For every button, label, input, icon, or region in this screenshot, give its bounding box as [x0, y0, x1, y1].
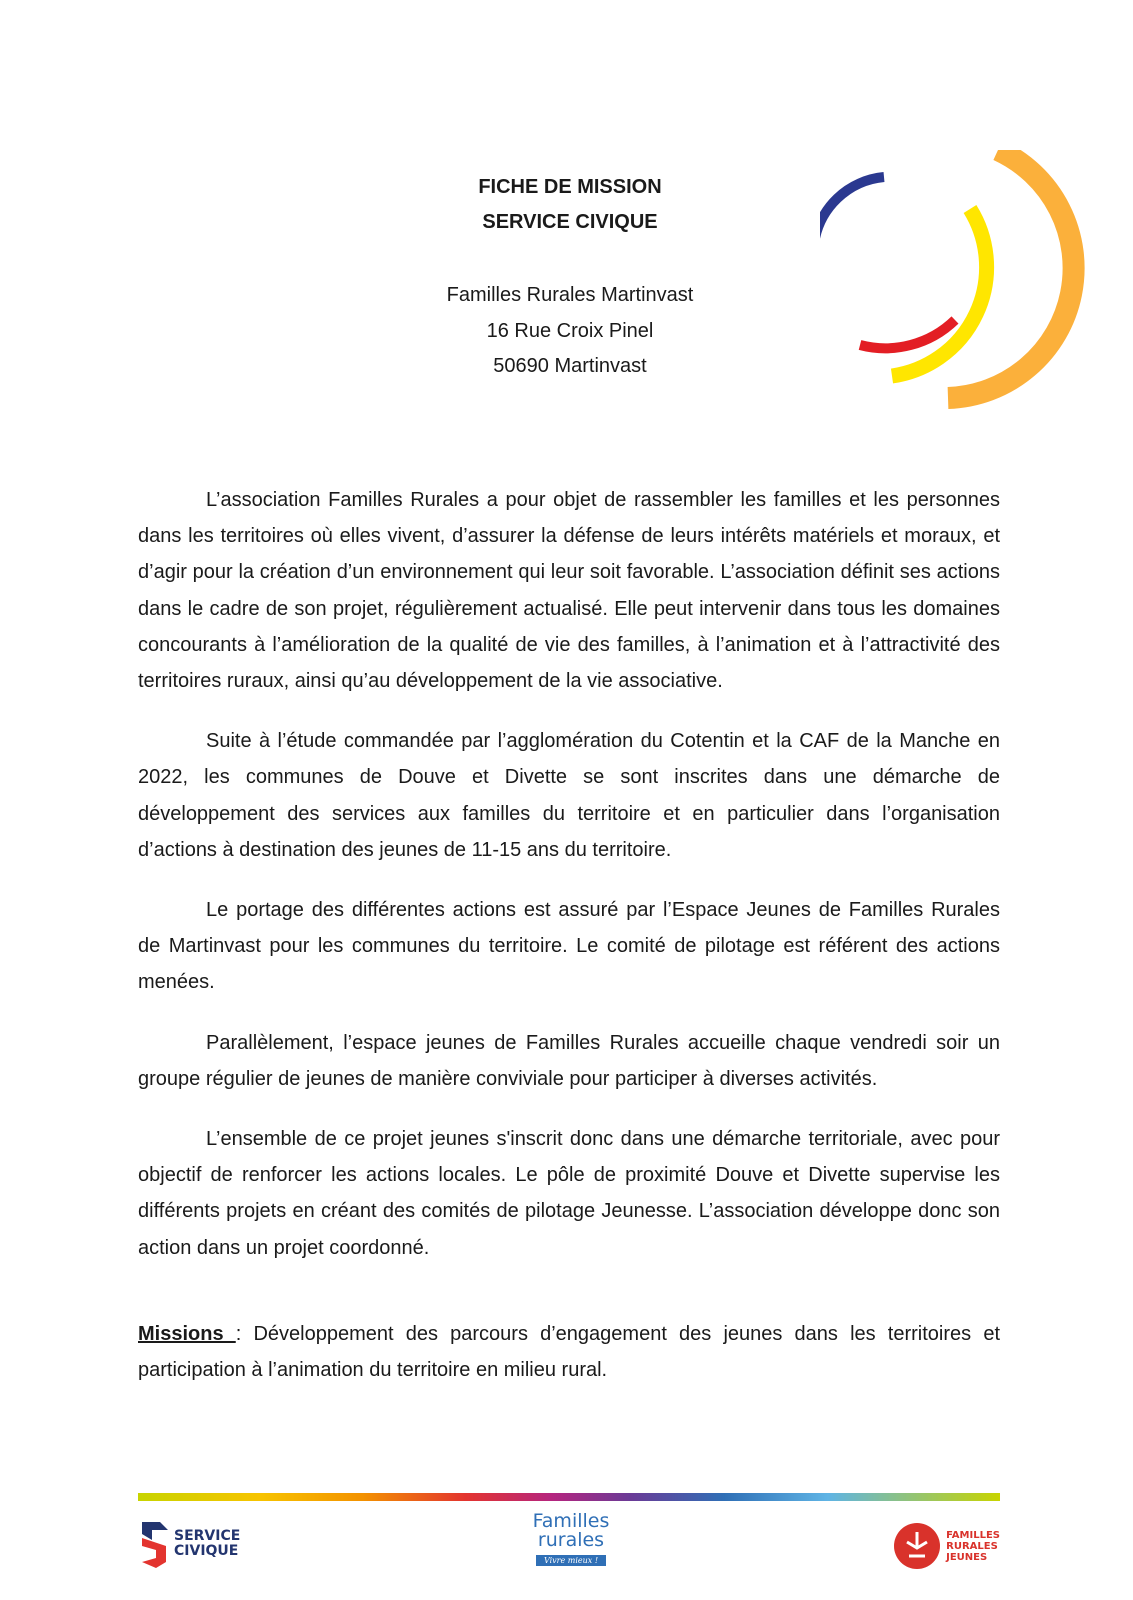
frj-line1: FAMILLES	[946, 1529, 1000, 1541]
paragraph-portage: Le portage des différentes actions est assuré par l’Espace Jeunes de Familles Rurales de Martinvast pour les communes du territoire. Le comité de pilotage est référent des actions menées.	[138, 899, 1000, 994]
service-civique-wordmark	[174, 1529, 240, 1559]
service-civique-line1: SERVICE	[174, 1528, 241, 1544]
missions-paragraph	[138, 1316, 1000, 1388]
missions-text: : Développement des parcours d’engagement des jeunes dans les territoires et participation à l’animation du territoire en milieu rural.	[138, 1322, 1000, 1382]
service-civique-emblem-icon	[138, 1518, 170, 1570]
arc-blue	[820, 177, 884, 244]
body-text	[138, 482, 1000, 1412]
arc-red	[860, 320, 955, 348]
familles-rurales-jeunes-logo	[893, 1522, 1000, 1570]
address-org: Familles Rurales Martinvast	[446, 284, 694, 306]
service-civique-logo	[138, 1518, 240, 1570]
title-line-fiche: FICHE DE MISSION	[478, 176, 662, 198]
document-title	[380, 170, 760, 240]
paragraph-ensemble: L’ensemble de ce projet jeunes s'inscrit donc dans une démarche territoriale, avec pour objectif de renforcer les actions locales. Le pôle de proximité Douve et Divette supervise les différents projets en créant des comités de pilotage Jeunesse. L’association développe donc son action dans un projet coordonné.	[138, 1128, 1000, 1259]
familles-rurales-jeunes-wordmark	[946, 1530, 1000, 1563]
paragraph-etude: Suite à l’étude commandée par l’agglomération du Cotentin et la CAF de la Manche en 2022, les communes de Douve et Divette se sont inscrites dans une démarche de développement des services aux familles du territoire et en particulier dans l’organisation d’actions à destination des jeunes de 11-15 ans du territoire.	[138, 730, 1000, 861]
address-block	[380, 278, 760, 385]
arc-orange	[948, 150, 1074, 398]
decorative-arcs-logo	[820, 150, 1100, 410]
familles-rurales-logo	[526, 1512, 616, 1568]
frj-line2: RURALES	[946, 1540, 998, 1552]
frj-line3: JEUNES	[946, 1551, 988, 1563]
paragraph-association: L’association Familles Rurales a pour objet de rassembler les familles et les personnes dans les territoires où elles vivent, d’assurer la défense de leurs intérêts matériels et moraux, et d’agir pour la création d’un environnement qui leur soit favorable. L’association définit ses actions dans le cadre de son projet, régulièrement actualisé. Elle peut intervenir dans tous les domaines concourants à l’amélioration de la qualité de vie des familles, à l’animation et à l’attractivité des territoires ruraux, ainsi qu’au développement de la vie associative.	[138, 489, 1000, 693]
familles-rurales-wordmark-line1: Familles	[532, 1510, 610, 1532]
title-line-service-civique: SERVICE CIVIQUE	[482, 211, 658, 233]
footer-logos	[138, 1510, 1000, 1582]
familles-rurales-jeunes-emblem-icon	[893, 1522, 941, 1570]
familles-rurales-tagline: Vivre mieux !	[536, 1555, 606, 1566]
service-civique-line2: CIVIQUE	[174, 1543, 239, 1559]
missions-label: Missions	[138, 1322, 236, 1345]
address-city: 50690 Martinvast	[493, 355, 647, 377]
paragraph-parallelement: Parallèlement, l’espace jeunes de Familles Rurales accueille chaque vendredi soir un groupe régulier de jeunes de manière conviviale pour participer à diverses activités.	[138, 1031, 1000, 1090]
familles-rurales-wordmark-line2: rurales	[537, 1529, 605, 1551]
address-street: 16 Rue Croix Pinel	[486, 319, 654, 342]
footer-color-bar	[138, 1493, 1000, 1501]
